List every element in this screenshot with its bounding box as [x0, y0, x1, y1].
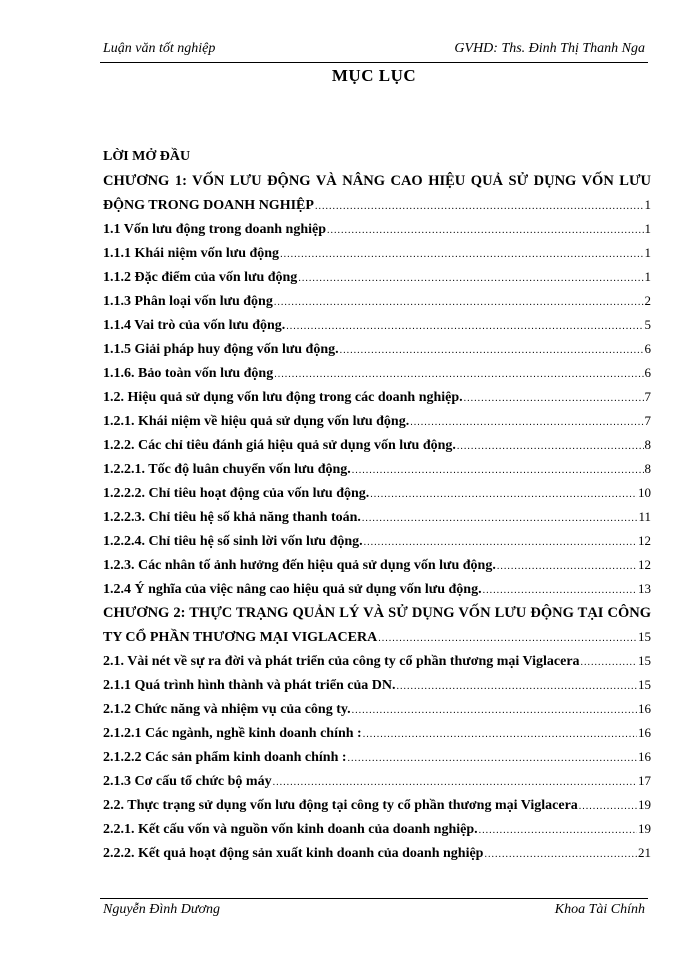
leader-dots: [378, 627, 637, 651]
page-number: 5: [644, 317, 651, 332]
page-number: 12: [638, 557, 651, 572]
leader-dots: [362, 507, 638, 531]
page-title: MỤC LỤC: [331, 66, 417, 85]
page-number: 15: [638, 677, 651, 692]
toc-entry-text: 1.1.3 Phân loại vốn lưu động: [103, 294, 273, 309]
header-thesis-label: Luận văn tốt nghiệp: [103, 41, 216, 56]
page-number: 19: [638, 797, 651, 812]
chapter-1-entries: [103, 217, 651, 601]
page-number: 1: [644, 197, 651, 212]
toc-entry-text: 1.1.1 Khái niệm vốn lưu động: [103, 246, 280, 261]
chapter-1-title-text: ĐỘNG TRONG DOANH NGHIỆP: [103, 198, 314, 213]
toc-entry-text: 1.2.2. Các chỉ tiêu đánh giá hiệu quả sử dụng vốn lưu động.: [103, 438, 456, 453]
page-number: 15: [638, 653, 651, 668]
toc-entry[interactable]: [103, 433, 651, 457]
leader-dots: [352, 459, 644, 483]
leader-dots: [483, 579, 637, 603]
toc-entry-text: 1.2. Hiệu quả sử dụng vốn lưu động trong các doanh nghiệp.: [103, 390, 463, 405]
page-number: 15: [638, 629, 651, 644]
page-number: 8: [644, 437, 651, 452]
chapter-2-title-line2: [103, 625, 651, 649]
toc-entry-text: 1.1 Vốn lưu động trong doanh nghiệp: [103, 222, 327, 237]
chapter-1-title-line2: [103, 193, 651, 217]
footer-author: Nguyễn Đình Dương: [103, 902, 220, 917]
leader-dots: [581, 651, 637, 675]
toc-entry[interactable]: [103, 841, 651, 865]
toc-intro[interactable]: LỜI MỞ ĐẦU: [103, 149, 191, 164]
leader-dots: [274, 363, 643, 387]
toc-entry-text: 1.2.2.1. Tốc độ luân chuyển vốn lưu động.: [103, 462, 351, 477]
leader-dots: [315, 195, 644, 219]
toc-entry-text: 2.2.1. Kết cấu vốn và nguồn vốn kinh doanh của doanh nghiệp.: [103, 822, 478, 837]
toc-entry[interactable]: [103, 313, 651, 337]
page-number: 7: [644, 413, 651, 428]
toc-entry[interactable]: [103, 721, 651, 745]
toc-entry[interactable]: [103, 241, 651, 265]
page-number: 6: [644, 341, 651, 356]
toc-entry-text: 1.2.3. Các nhân tố ảnh hưởng đến hiệu quả sử dụng vốn lưu động.: [103, 558, 496, 573]
leader-dots: [348, 747, 637, 771]
leader-dots: [397, 675, 637, 699]
leader-dots: [479, 819, 637, 843]
toc-entry[interactable]: [103, 673, 651, 697]
leader-dots: [273, 771, 637, 795]
toc-entry-text: 2.2.2. Kết quả hoạt động sản xuất kinh doanh của doanh nghiệp: [103, 846, 484, 861]
page-number: 12: [638, 533, 651, 548]
page-number: 2: [644, 293, 651, 308]
toc-entry-text: 2.1. Vài nét về sự ra đời và phát triển của công ty cổ phần thương mại Viglacera: [103, 654, 580, 669]
toc-chapter-1[interactable]: [103, 169, 651, 217]
toc-entry-text: 1.1.2 Đặc điểm của vốn lưu động: [103, 270, 298, 285]
toc-entry[interactable]: [103, 745, 651, 769]
toc-entry-text: 2.2. Thực trạng sử dụng vốn lưu động tại công ty cổ phần thương mại Viglacera: [103, 798, 578, 813]
page-number: 11: [638, 509, 651, 524]
toc-entry[interactable]: [103, 505, 651, 529]
leader-dots: [363, 723, 637, 747]
header-divider: [100, 62, 648, 63]
page-number: 16: [638, 701, 651, 716]
leader-dots: [340, 339, 644, 363]
toc-entry[interactable]: [103, 265, 651, 289]
toc-entry[interactable]: [103, 337, 651, 361]
toc-entry-text: 1.1.4 Vai trò của vốn lưu động.: [103, 318, 286, 333]
leader-dots: [327, 219, 643, 243]
toc-entry-text: 2.1.2.2 Các sản phẩm kinh doanh chính :: [103, 750, 347, 765]
toc-entry[interactable]: [103, 793, 651, 817]
toc-entry-text: 1.1.5 Giải pháp huy động vốn lưu động.: [103, 342, 339, 357]
leader-dots: [497, 555, 637, 579]
toc-entry[interactable]: [103, 577, 651, 601]
toc-entry-text: 2.1.2.1 Các ngành, nghề kinh doanh chính :: [103, 726, 362, 741]
leader-dots: [410, 411, 643, 435]
footer-divider: [100, 898, 648, 899]
toc-entry[interactable]: [103, 529, 651, 553]
toc-entry-text: 1.2.1. Khái niệm về hiệu quả sử dụng vốn lưu động.: [103, 414, 410, 429]
toc-entry[interactable]: [103, 481, 651, 505]
page-number: 16: [638, 725, 651, 740]
toc-entry[interactable]: [103, 553, 651, 577]
toc-entry[interactable]: [103, 697, 651, 721]
table-of-contents: [103, 145, 651, 865]
chapter-2-title-text: TY CỔ PHẦN THƯƠNG MẠI VIGLACERA: [103, 630, 378, 645]
toc-entry[interactable]: [103, 817, 651, 841]
leader-dots: [274, 291, 644, 315]
toc-entry-text: 1.2.2.3. Chỉ tiêu hệ số khả năng thanh toán.: [103, 510, 361, 525]
page-footer: [103, 902, 645, 922]
toc-entry[interactable]: [103, 361, 651, 385]
page-number: 21: [638, 845, 651, 860]
toc-entry[interactable]: [103, 649, 651, 673]
leader-dots: [364, 531, 637, 555]
chapter-1-title-line1: CHƯƠNG 1: VỐN LƯU ĐỘNG VÀ NÂNG CAO HIỆU QUẢ SỬ DỤNG VỐN LƯU: [103, 173, 651, 189]
toc-entry[interactable]: [103, 289, 651, 313]
footer-faculty: Khoa Tài Chính: [554, 902, 645, 917]
leader-dots: [457, 435, 644, 459]
leader-dots: [298, 267, 643, 291]
chapter-2-title-line1: CHƯƠNG 2: THỰC TRẠNG QUẢN LÝ VÀ SỬ DỤNG VỐN LƯU ĐỘNG TẠI CÔNG: [103, 605, 651, 621]
page-header: [103, 41, 645, 61]
leader-dots: [464, 387, 644, 411]
leader-dots: [484, 843, 637, 867]
page-number: 1: [644, 221, 651, 236]
page-number: 7: [644, 389, 651, 404]
page-number: 17: [638, 773, 651, 788]
toc-entry-text: 1.2.2.2. Chỉ tiêu hoạt động của vốn lưu động.: [103, 486, 370, 501]
toc-entry-text: 2.1.2 Chức năng và nhiệm vụ của công ty.: [103, 702, 351, 717]
page-number: 16: [638, 749, 651, 764]
page-number: 10: [638, 485, 651, 500]
toc-entry-text: 1.1.6. Bảo toàn vốn lưu động: [103, 366, 274, 381]
toc-entry[interactable]: [103, 409, 651, 433]
toc-entry[interactable]: [103, 385, 651, 409]
page-number: 19: [638, 821, 651, 836]
leader-dots: [286, 315, 643, 339]
page-number: 1: [644, 269, 651, 284]
leader-dots: [352, 699, 637, 723]
toc-entry-text: 2.1.3 Cơ cấu tổ chức bộ máy: [103, 774, 272, 789]
toc-entry[interactable]: [103, 769, 651, 793]
chapter-2-entries: [103, 649, 651, 865]
toc-entry[interactable]: [103, 217, 651, 241]
toc-entry[interactable]: [103, 457, 651, 481]
page-number: 6: [644, 365, 651, 380]
page-number: 13: [638, 581, 651, 596]
page-number: 1: [644, 245, 651, 260]
toc-entry-text: 1.2.2.4. Chỉ tiêu hệ số sinh lời vốn lưu động.: [103, 534, 363, 549]
leader-dots: [280, 243, 643, 267]
toc-entry-text: 2.1.1 Quá trình hình thành và phát triển của DN.: [103, 678, 396, 693]
toc-chapter-2[interactable]: [103, 601, 651, 649]
page-number: 8: [644, 461, 651, 476]
header-advisor: GVHD: Ths. Đinh Thị Thanh Nga: [454, 41, 645, 56]
toc-entry-text: 1.2.4 Ý nghĩa của việc nâng cao hiệu quả sử dụng vốn lưu động.: [103, 582, 482, 597]
leader-dots: [579, 795, 637, 819]
leader-dots: [370, 483, 637, 507]
